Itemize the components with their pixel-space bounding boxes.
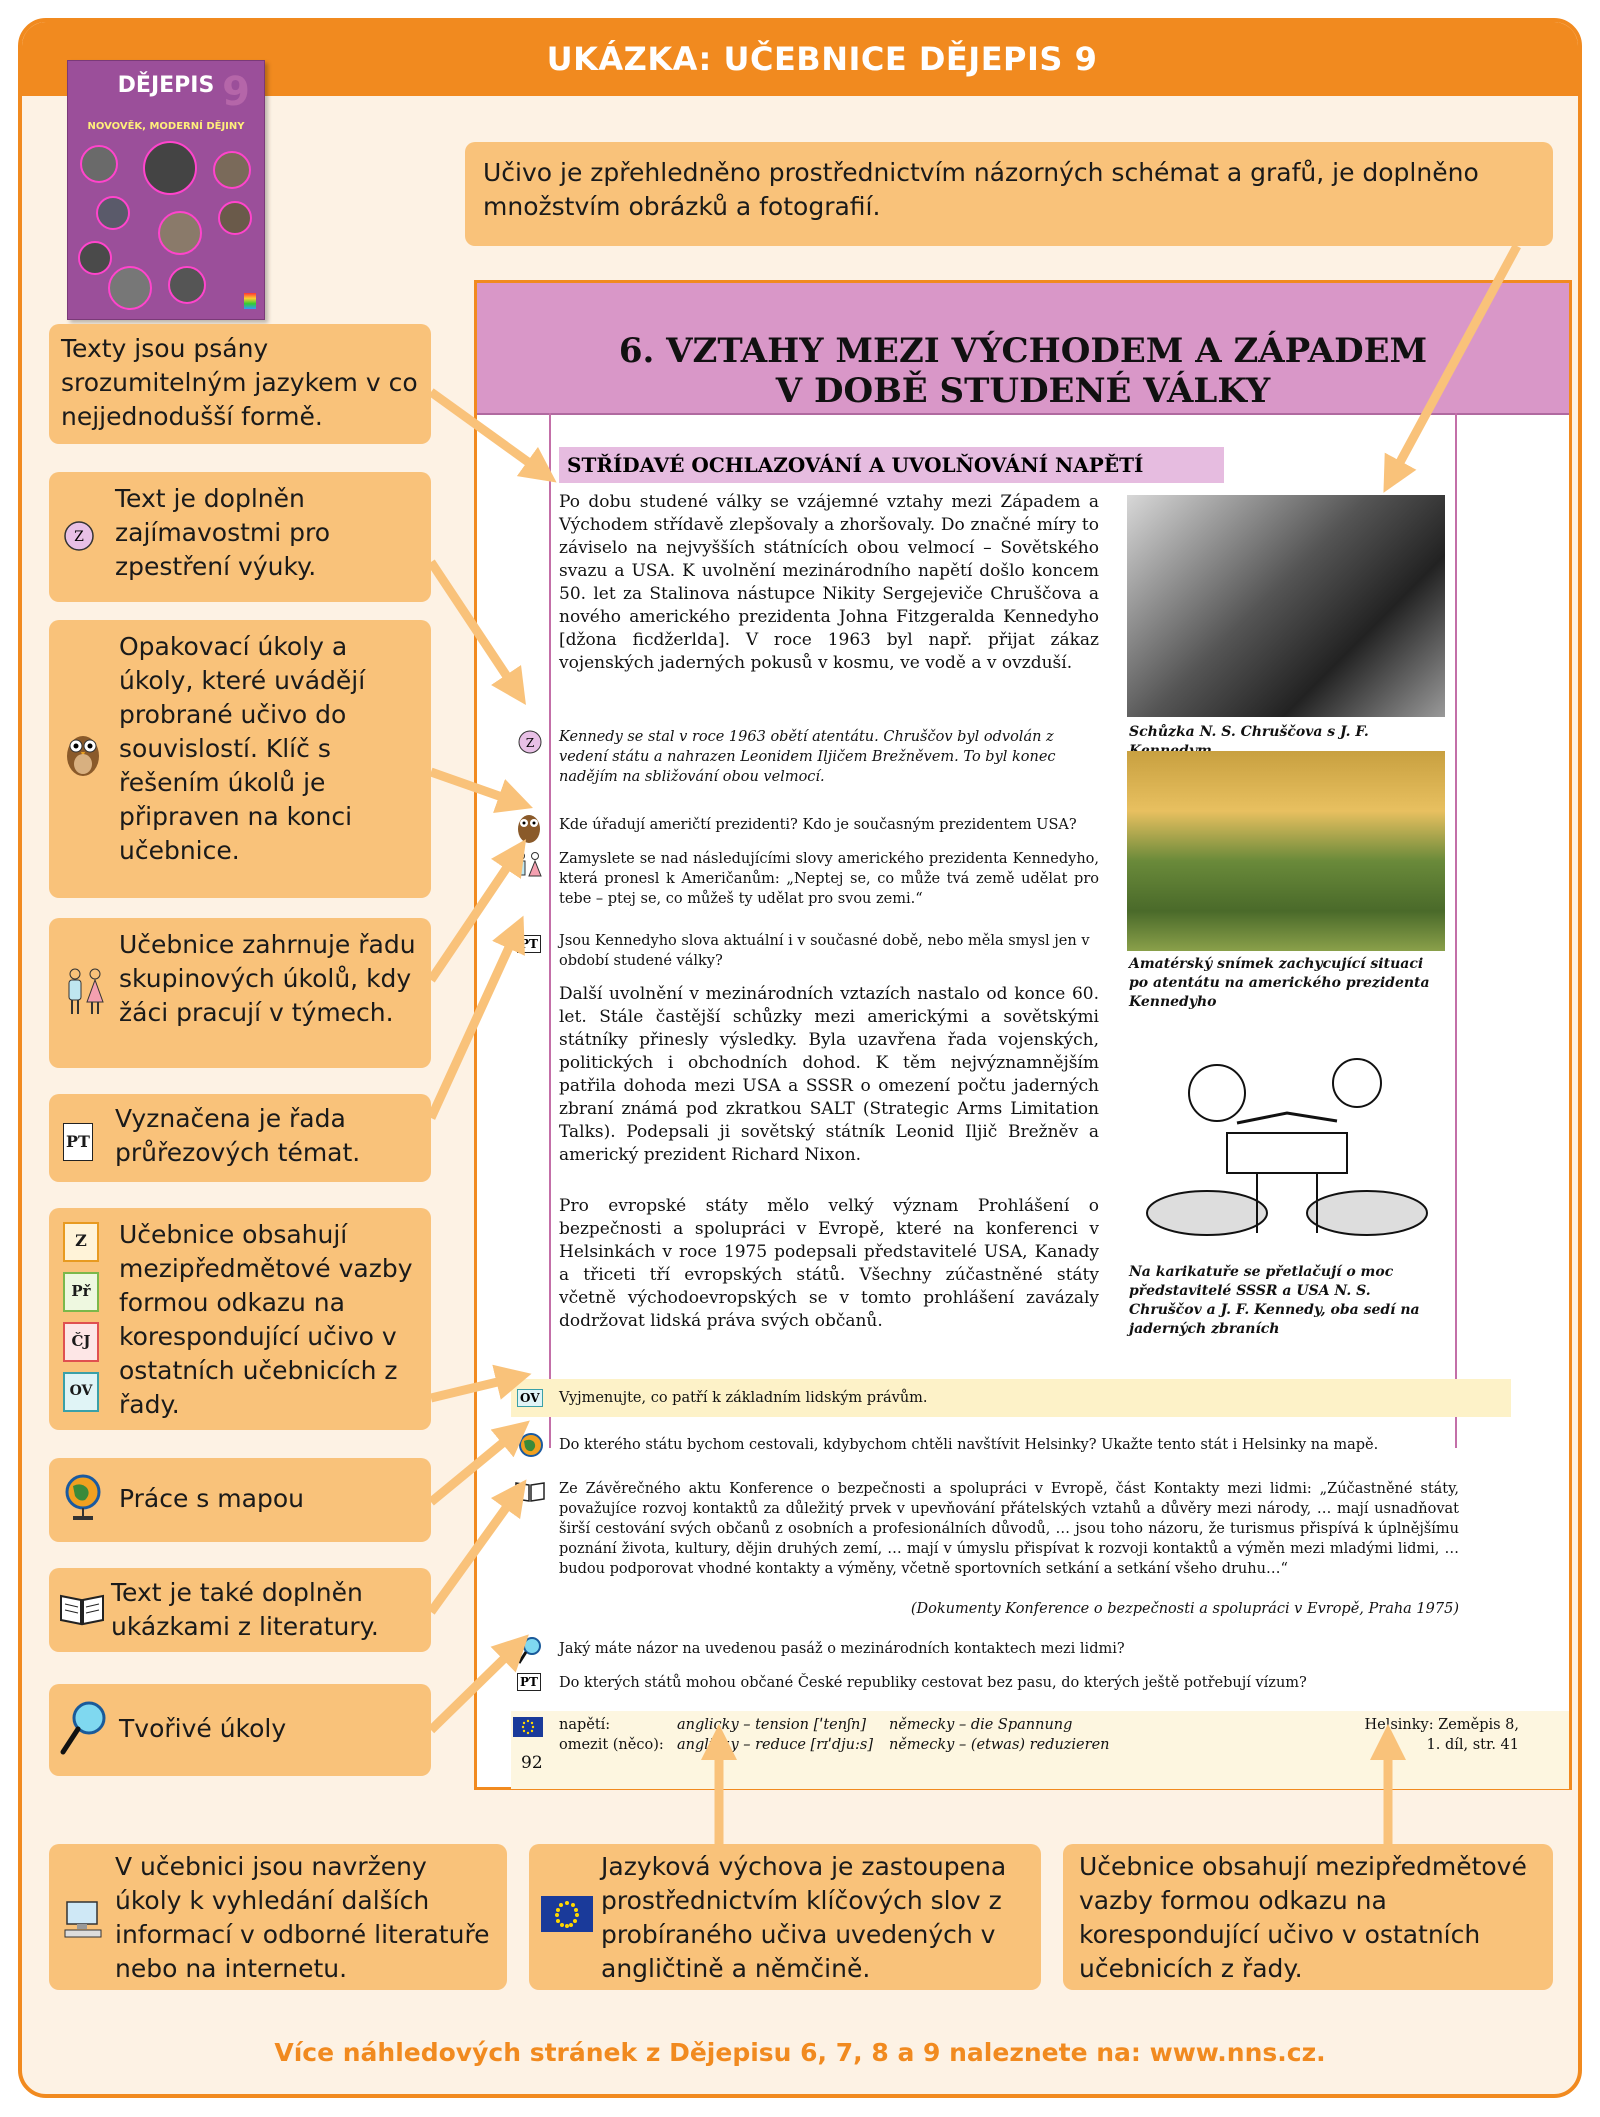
section-heading: STŘÍDAVÉ OCHLAZOVÁNÍ A UVOLŇOVÁNÍ NAPĚTÍ: [559, 447, 1224, 483]
literature-excerpt: Ze Závěrečného aktu Konference o bezpečnosti a spolupráci v Evropě, část Kontakty mezi lidmi: „Zúčastněné státy, považujíce rozvoj kontaktů za důležitý prvek v upevňování přátelských vztahů a důvěry mezi národy, … mají usnadňovat širší cestování svých občanů z osobních a profesionálních důvodů, … jsou toho názoru, že turismus přispívá k úplnějšímu poznání života, kultury, dějin druhých zemí, … mají v úmyslu přispívat k rozvoji kontaktů a výměn mezi mladými lidmi, … budou podporovat vhodné kontakty a výměny, včetně sportovních setkání a setkání všeho druhu…“: [559, 1481, 1459, 1577]
vocab-2-czech: omezit (něco):: [559, 1737, 664, 1753]
callout-creative-tasks: Tvořivé úkoly: [49, 1684, 431, 1776]
pt-task: Do kterých států mohou občané České republiky cestovat bez pasu, do kterých ještě potřebují vízum?: [559, 1675, 1307, 1691]
vocab-1-german: německy – die Spannung: [889, 1717, 1073, 1733]
callout-curiosities: Z Text je doplněn zajímavostmi pro zpestření výuky.: [49, 472, 431, 602]
callout-map-work: Práce s mapou: [49, 1458, 431, 1542]
literature-source: (Dokumenty Konference o bezpečnosti a spolupráci v Evropě, Praha 1975): [910, 1601, 1459, 1617]
callout-illustrations: Učivo je zpřehledněno prostřednictvím názorných schémat a grafů, je doplněno množstvím obrázků a fotografií.: [465, 142, 1553, 246]
caption-photo-2: Amatérský snímek zachycující situaci po atentátu na amerického prezidenta Kennedyho: [1129, 956, 1430, 1010]
map-task: Do kterého státu bychom cestovali, kdybychom chtěli navštívit Helsinky? Ukažte tento stát i Helsinky na mapě.: [559, 1437, 1379, 1453]
callout-review-tasks: Opakovací úkoly a úkoly, které uvádějí probrané učivo do souvislostí. Klíč s řešením úkolů je připraven na konci učebnice.: [49, 620, 431, 898]
badge-ov: OV: [63, 1372, 99, 1412]
curiosity-note: Kennedy se stal v roce 1963 obětí atentátu. Chruščov byl odvolán z vedení státu a nahrazen Leonidem Iljičem Brežněvem. To byl konec nadějím na sbližování obou velmocí.: [559, 729, 1056, 785]
callout-internet-tasks: V učebnici jsou navrženy úkoly k vyhledání dalších informací v odborné literatuře nebo na internetu.: [49, 1844, 507, 1990]
page-title: UKÁZKA: UČEBNICE DĚJEPIS 9: [546, 40, 1098, 78]
cover-title: DĚJEPIS: [117, 73, 215, 98]
ov-task: Vyjmenujte, co patří k základním lidským právům.: [559, 1390, 928, 1406]
vocab-1-english: anglicky – tension [ˈtenʃn]: [677, 1717, 867, 1733]
page-frame: [18, 18, 1582, 2098]
crossref-line-1: Helsinky: Zeměpis 8,: [1364, 1717, 1519, 1733]
svg-text:Z: Z: [74, 529, 84, 545]
badge-z: Z: [63, 1222, 99, 1262]
crossref-line-2: 1. díl, str. 41: [1426, 1737, 1519, 1753]
svg-text:Z: Z: [525, 736, 535, 750]
page-number: 92: [521, 1753, 543, 1773]
cover-number: 9: [222, 69, 250, 115]
vocab-1-czech: napětí:: [559, 1717, 611, 1733]
callout-arrows: [22, 22, 1582, 2098]
cover-subtitle: NOVOVĚK, MODERNÍ DĚJINY: [87, 121, 245, 132]
caption-cartoon: Na karikatuře se přetlačují o moc představitelé SSSR a USA N. S. Chruščov a J. F. Kennedy, oba sedí na jaderných zbraních: [1129, 1264, 1420, 1337]
vocab-2-german: německy – (etwas) reduzieren: [889, 1737, 1110, 1753]
creative-task: Jaký máte názor na uvedenou pasáž o mezinárodních kontaktech mezi lidmi?: [559, 1641, 1125, 1657]
ov-badge-icon: OV: [517, 1387, 543, 1413]
question-2: Zamyslete se nad následujícími slovy amerického prezidenta Kennedyho, která pronesl k Američanům: „Neptej se, co může tvá země udělat pro tebe – ptej se, co můžeš ty udělat pro svou zemi.“: [559, 851, 1099, 907]
callout-cross-subject-bottom: Učebnice obsahují mezipředmětové vazby formou odkazu na korespondující učivo v ostatních učebnicích z řady.: [1063, 1844, 1553, 1990]
callout-language: Texty jsou psány srozumitelným jazykem v co nejjednodušší formě.: [49, 324, 431, 444]
caption-photo-1: Schůzka N. S. Chruščova s J. F.: [1129, 724, 1369, 740]
footer-note: Více náhledových stránek z Dějepisu 6, 7, 8 a 9 naleznete na: www.nns.cz.: [274, 2038, 1326, 2067]
pt-icon: PT: [517, 1671, 543, 1697]
chapter-title-line1: 6. VZTAHY MEZI VÝCHODEM A ZÁPADEM: [618, 331, 1428, 371]
callout-group-tasks: Učebnice zahrnuje řadu skupinových úkolů, kdy žáci pracují v týmech.: [49, 918, 431, 1068]
callout-language-education: Jazyková výchova je zastoupena prostřednictvím klíčových slov z probíraného učiva uvedených v angličtině a němčině.: [529, 1844, 1041, 1990]
vocab-2-english: anglicky – reduce [rɪˈdju:s]: [677, 1737, 873, 1753]
chapter-title-line2: V DOBĚ STUDENÉ VÁLKY: [775, 371, 1271, 411]
paragraph-3: Pro evropské státy mělo velký význam Prohlášení o bezpečnosti a spolupráci v Evropě, které na konferenci v Helsinkách v roce 1975 podepsali představitelé USA, Kanady a třiceti tří evropských států. Všechny zúčastněné státy včetně východoevropských se v tomto prohlášení zavázaly dodržovat lidská práva svých občanů.: [559, 1196, 1099, 1331]
pt-icon: PT: [63, 1122, 93, 1161]
badge-cj: ČJ: [63, 1322, 99, 1362]
question-3: Jsou Kennedyho slova aktuální i v současné době, nebo měla smysl jen v období studené války?: [559, 933, 1090, 969]
callout-cross-subject: Z Př ČJ OV Učebnice obsahují mezipředmětové vazby formou odkazu na korespondující učivo v ostatních učebnicích z řady.: [49, 1208, 431, 1430]
paragraph-1: Po dobu studené války se vzájemné vztahy mezi Západem a Východem střídavě zlepšovaly a zhoršovaly. Do značné míry to záviselo na nejvyšších státnících obou velmocí – Sovětského svazu a USA. K uvolnění mezinárodního napětí došlo koncem 50. let za Stalinova nástupce Nikity Sergejeviče Chruščova a nového amerického prezidenta Johna Fitzgeralda Kennedyho [džona ficdžerlda]. V roce 1963 byl např. přijat zákaz vojenských jaderných pokusů v kosmu, ve vodě a v ovzduší.: [559, 492, 1099, 673]
callout-literature: Text je také doplněn ukázkami z literatury.: [49, 1568, 431, 1652]
paragraph-2: Další uvolnění v mezinárodních vztazích nastalo od konce 60. let. Stále častější schůzky mezi americkými a sovětskými státníky přinesly výsledky. Byla uzavřena řada vojenských, politických i obchodních dohod. K těm nejvýznamnějším patřila dohoda mezi USA a SSSR o omezení počtu jaderných zbraní známá pod zkratkou SALT (Strategic Arms Limitation Talks). Podepsali ji sovětský státník Leonid Iljič Brežněv a americký prezident Richard Nixon.: [559, 984, 1099, 1165]
question-1: Kde úřadují američtí prezidenti? Kdo je současným prezidentem USA?: [559, 817, 1077, 833]
pt-icon: PT: [517, 933, 543, 959]
callout-cross-topics: PT Vyznačena je řada průřezových témat.: [49, 1094, 431, 1182]
badge-pr: Př: [63, 1272, 99, 1312]
